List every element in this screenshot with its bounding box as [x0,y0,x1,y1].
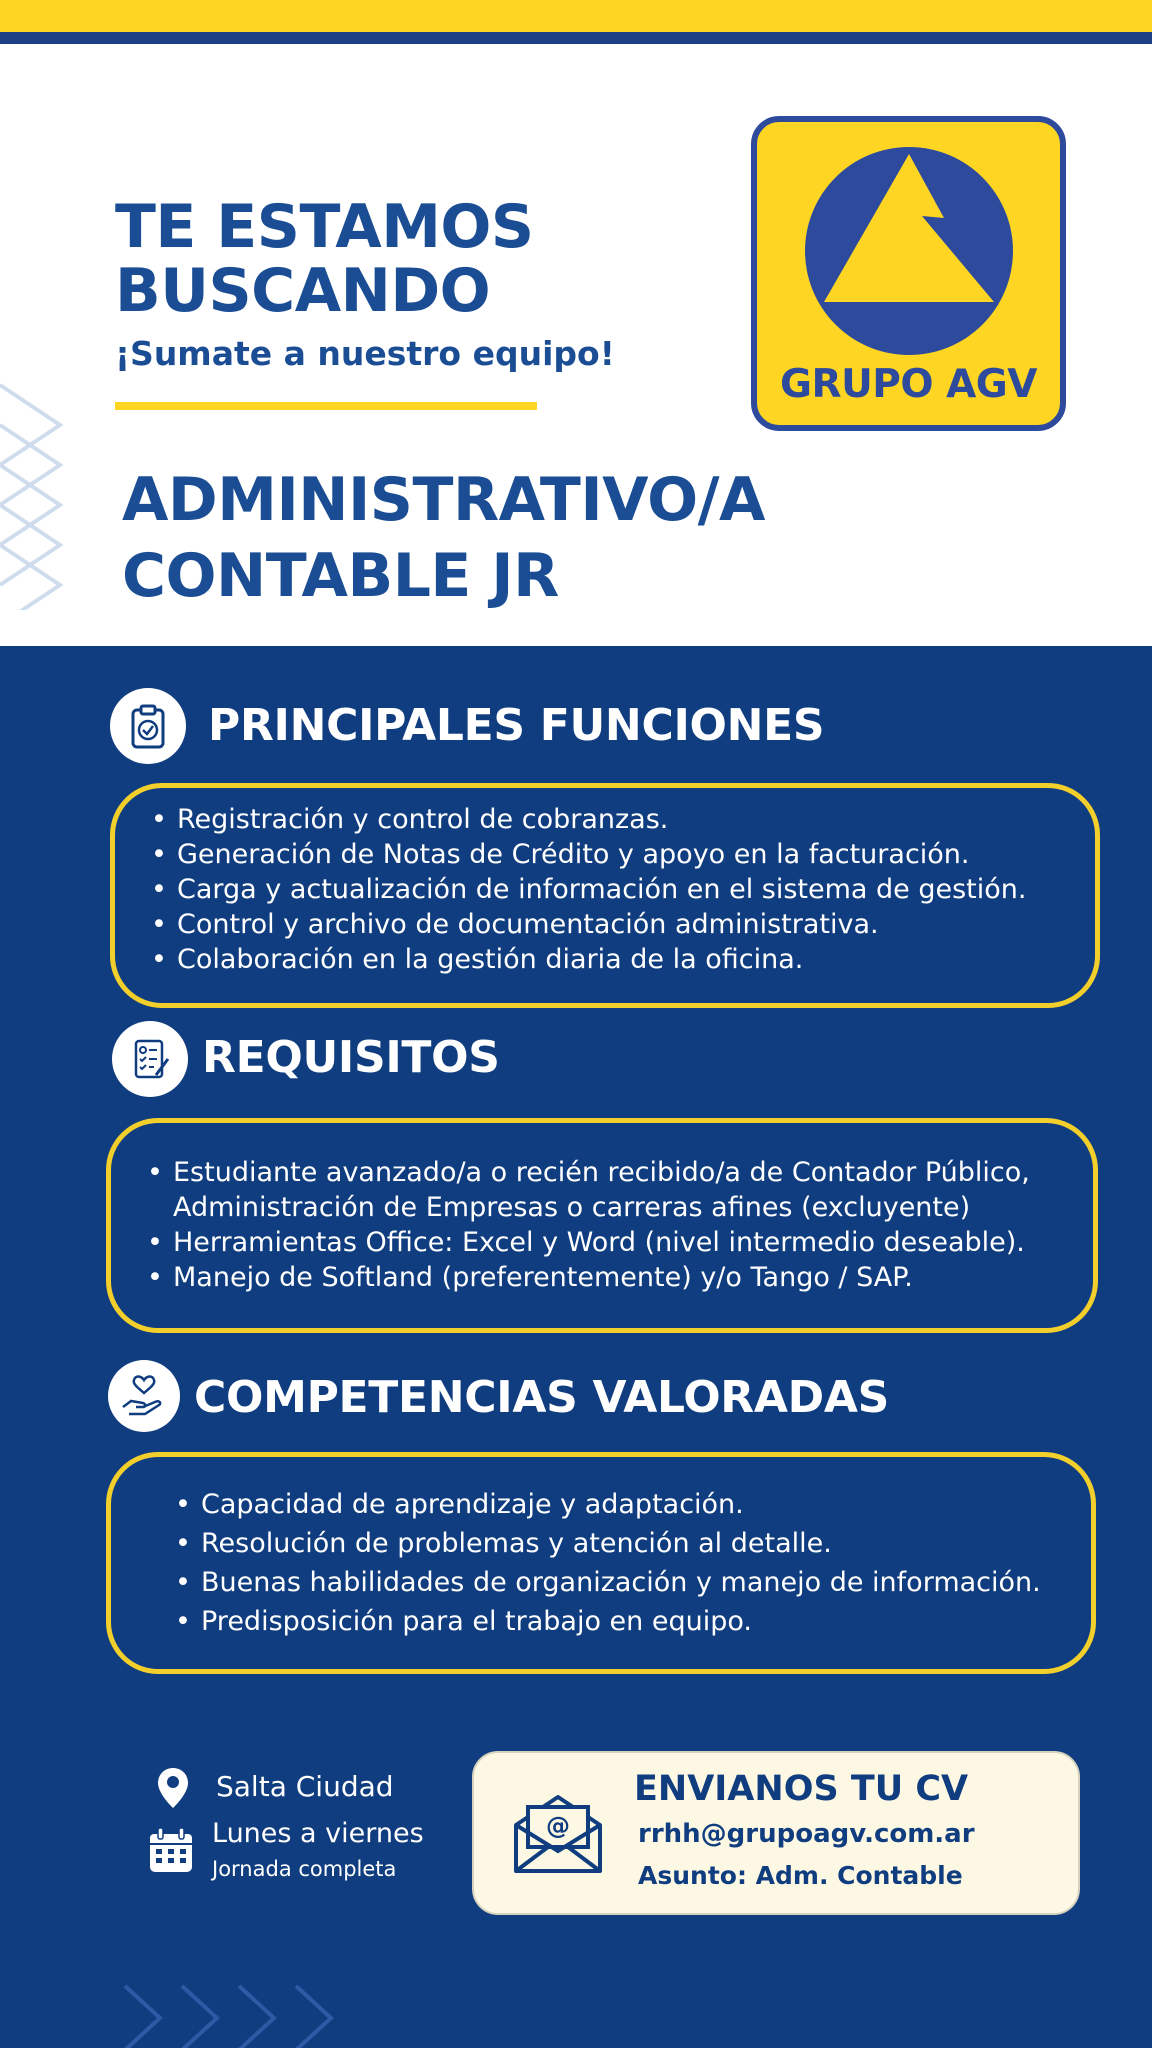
heart-hand-icon [108,1360,180,1432]
list-item: • Colaboración en la gestión diaria de la oficina. [149,942,1027,977]
list-item [145,1155,1030,1225]
list-item: • Buenas habilidades de organización y manejo de información. [173,1563,1041,1602]
headline-line-2: BUSCANDO [115,256,491,326]
job-title-line-2: CONTABLE JR [122,541,559,611]
subheadline-underline [115,402,537,410]
section-title-requirements: REQUISITOS [202,1032,500,1083]
checklist-document-icon [112,1021,188,1097]
list-item-line-1: Manejo de Softland (preferentemente) y/o Tango / SAP. [173,1262,913,1293]
list-item [145,1225,1030,1260]
location-text: Salta Ciudad [216,1770,394,1803]
section-title-competencies: COMPETENCIAS VALORADAS [194,1372,889,1423]
list-item: • Control y archivo de documentación administrativa. [149,907,1027,942]
send-cv-title: ENVIANOS TU CV [634,1769,969,1809]
svg-text:@: @ [546,1812,570,1840]
requirements-list [145,1155,1030,1295]
chevrons-decoration-icon [120,1984,360,2048]
list-item [145,1260,1030,1295]
logo-text: GRUPO AGV [780,362,1037,407]
list-item-line-2: Administración de Empresas o carreras afines (excluyente) [173,1192,971,1223]
list-item: • Predisposición para el trabajo en equipo. [173,1602,1041,1641]
send-cv-card [472,1751,1080,1915]
top-blue-bar [0,32,1152,44]
job-title-line-1: ADMINISTRATIVO/A [122,465,765,535]
list-item: • Generación de Notas de Crédito y apoyo en la facturación. [149,837,1027,872]
functions-list [149,802,1027,977]
competencies-box [106,1452,1096,1674]
clipboard-check-icon [110,688,186,764]
company-logo [751,116,1066,431]
map-pin-icon [156,1766,190,1810]
list-item: • Capacidad de aprendizaje y adaptación. [173,1485,1041,1524]
subheadline: ¡Sumate a nuestro equipo! [115,334,615,373]
calendar-icon [146,1826,196,1876]
schedule-hours: Jornada completa [212,1857,397,1881]
schedule-days: Lunes a viernes [212,1818,424,1849]
list-item-line-1: Herramientas Office: Excel y Word (nivel intermedio deseable). [173,1227,1025,1258]
triangle-mountain-icon [804,146,1014,356]
competencies-list [173,1485,1041,1641]
list-item: • Carga y actualización de información en el sistema de gestión. [149,872,1027,907]
job-title [122,462,765,614]
list-item-line-1: Estudiante avanzado/a o recién recibido/a de Contador Público, [173,1157,1030,1188]
headline [115,192,534,326]
requirements-box [106,1118,1098,1333]
email-subject: Asunto: Adm. Contable [638,1861,963,1890]
list-item: • Registración y control de cobranzas. [149,802,1027,837]
chevrons-decoration-icon [0,360,72,610]
contact-email-link[interactable]: rrhh@grupoagv.com.ar [638,1819,975,1849]
headline-line-1: TE ESTAMOS [115,192,534,262]
functions-box [110,783,1100,1008]
list-item: • Resolución de problemas y atención al detalle. [173,1524,1041,1563]
email-envelope-icon [510,1791,606,1875]
top-yellow-bar [0,0,1152,32]
section-title-functions: PRINCIPALES FUNCIONES [208,700,825,751]
